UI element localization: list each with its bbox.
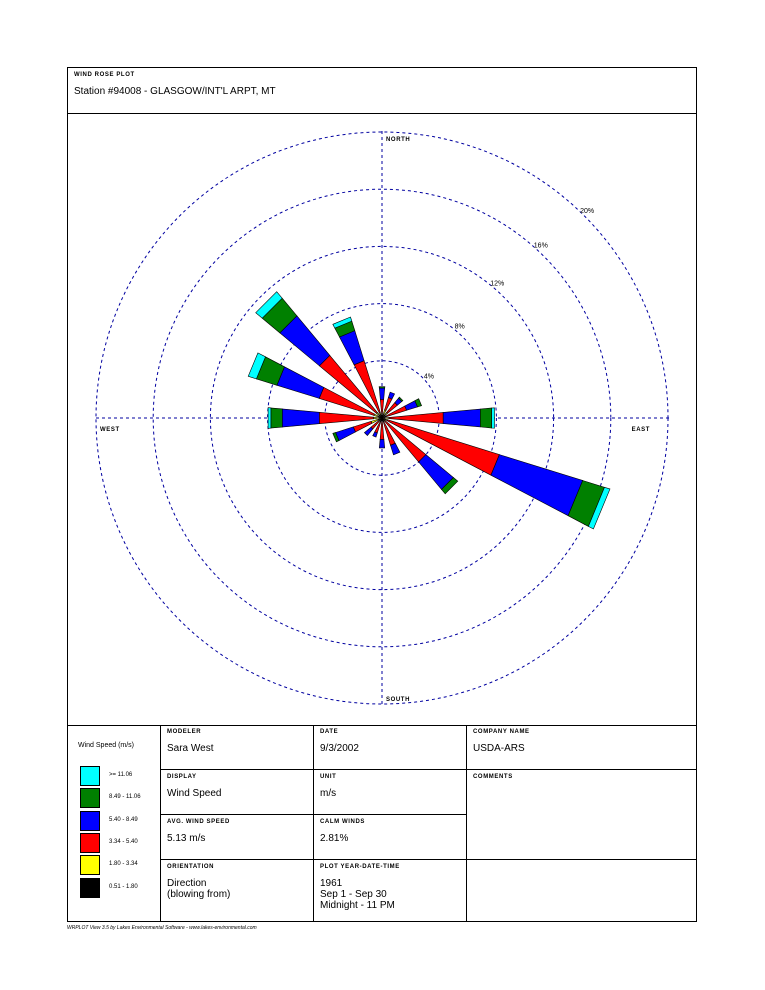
plot-period-cell: [313, 860, 466, 921]
software-credit: WRPLOT View 3.5 by Lakes Environmental Software - www.lakes-environmental.com: [67, 925, 257, 931]
ring-label: 16%: [533, 242, 548, 250]
report-info-panel: [68, 725, 696, 921]
legend-item: [80, 811, 160, 831]
unit-cell: [313, 770, 466, 815]
petal-segment-w: [282, 409, 319, 427]
legend-swatch: [80, 855, 100, 875]
orientation-line-1: Direction: [167, 878, 207, 889]
orientation-label: ORIENTATION: [167, 864, 215, 870]
legend-item: [80, 855, 160, 875]
legend-swatch: [80, 788, 100, 808]
avg-wind-speed-cell: [160, 815, 313, 860]
petal-segment-n: [379, 387, 385, 388]
legend-item: [80, 788, 160, 808]
calm-winds-cell: [313, 815, 466, 860]
legend-label: >= 11.06: [109, 772, 133, 778]
plot-period-value: [320, 878, 395, 911]
legend-label: 1.80 - 3.34: [109, 861, 138, 867]
legend-item: [80, 766, 160, 786]
orientation-value: [167, 878, 230, 900]
petal-segment-ese: [387, 420, 499, 476]
petal-segment-e: [389, 412, 443, 423]
plot-date-range: Sep 1 - Sep 30: [320, 889, 387, 900]
plot-time-range: Midnight - 11 PM: [320, 900, 395, 911]
modeler-label: MODELER: [167, 729, 202, 735]
date-cell: [313, 725, 466, 770]
calm-winds-label: CALM WINDS: [320, 819, 365, 825]
avg-wind-speed-label: AVG. WIND SPEED: [167, 819, 230, 825]
petal-segment-ssw: [373, 432, 378, 437]
legend-swatch: [80, 833, 100, 853]
date-label: DATE: [320, 729, 339, 735]
petal-segment-w: [271, 408, 282, 428]
compass-west-label: WEST: [100, 427, 120, 433]
petal-segment-e: [492, 408, 495, 428]
compass-south-label: SOUTH: [386, 697, 410, 703]
legend-swatch: [80, 878, 100, 898]
orientation-cell: [160, 860, 313, 921]
report-header: [68, 68, 696, 114]
petal-segment-e: [480, 408, 491, 428]
legend-label: 8.49 - 11.06: [109, 794, 141, 800]
ring-label: 4%: [423, 373, 434, 381]
avg-wind-speed-value: 5.13 m/s: [167, 833, 206, 844]
petal-segment-sw: [364, 427, 372, 435]
petal-segment-s: [379, 439, 384, 448]
petal-segment-wnw: [277, 367, 324, 399]
petal-segment-ese: [491, 455, 583, 516]
legend-label: 0.51 - 1.80: [109, 884, 138, 890]
ring-label: 20%: [580, 207, 595, 215]
orientation-line-2: (blowing from): [167, 889, 231, 900]
display-cell: [160, 770, 313, 815]
wind-speed-legend: [68, 725, 160, 921]
station-title: Station #94008 - GLASGOW/INT'L ARPT, MT: [74, 86, 276, 97]
petal-segment-n: [379, 388, 384, 399]
modeler-cell: [160, 725, 313, 770]
legend-item: [80, 833, 160, 853]
petal-segment-w: [268, 408, 271, 429]
wind-rose-report: [67, 67, 697, 922]
ring-label: 8%: [454, 323, 465, 331]
legend-swatch: [80, 811, 100, 831]
unit-label: UNIT: [320, 774, 337, 780]
petal-segment-s: [380, 421, 384, 440]
modeler-value: Sara West: [167, 743, 214, 754]
petal-segment-e: [443, 409, 480, 427]
compass-north-label: NORTH: [386, 137, 411, 143]
petal-segment-sse: [391, 443, 400, 455]
company-label: COMPANY NAME: [473, 729, 530, 735]
plot-type-label: WIND ROSE PLOT: [74, 72, 135, 78]
company-cell: [466, 725, 696, 770]
petal-segment-n: [380, 400, 383, 414]
legend-title: Wind Speed (m/s): [78, 742, 135, 749]
petal-segment-w: [319, 412, 373, 423]
wind-rose-chart: [68, 113, 696, 725]
plot-period-label: PLOT YEAR-DATE-TIME: [320, 864, 400, 870]
blank-cell: [466, 860, 696, 921]
petal-segment-nne: [388, 392, 394, 399]
display-label: DISPLAY: [167, 774, 197, 780]
company-value: USDA-ARS: [473, 743, 525, 754]
legend-label: 5.40 - 8.49: [109, 817, 138, 823]
unit-value: m/s: [320, 788, 337, 799]
compass-east-label: EAST: [631, 427, 650, 433]
legend-item: [80, 878, 160, 898]
calm-winds-value: 2.81%: [320, 833, 349, 844]
display-value: Wind Speed: [167, 788, 222, 799]
comments-cell: [466, 770, 696, 860]
ring-label: 12%: [490, 280, 505, 288]
legend-swatch: [80, 766, 100, 786]
petal-segment-wsw: [336, 427, 356, 441]
plot-year: 1961: [320, 878, 343, 889]
comments-label: COMMENTS: [473, 774, 513, 780]
wind-rose-plot-area: [68, 113, 696, 726]
date-value: 9/3/2002: [320, 743, 359, 754]
legend-label: 3.34 - 5.40: [109, 839, 138, 845]
